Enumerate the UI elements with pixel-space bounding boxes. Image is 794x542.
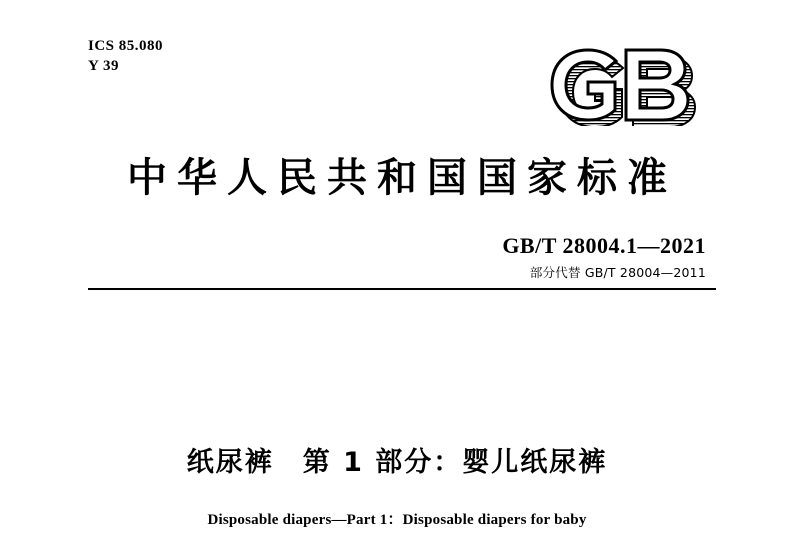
gb-emblem-icon [546, 44, 716, 126]
horizontal-divider [88, 288, 716, 290]
classification-code: Y 39 [88, 58, 120, 75]
subject-title-english: Disposable diapers—Part 1：Disposable diapers for baby [207, 512, 587, 528]
standard-number: GB/T 28004.1—2021 [502, 233, 706, 258]
subject-title-chinese: 纸尿裤 第 1 部分：婴儿纸尿裤 [186, 447, 608, 478]
ics-code: ICS 85.080 [88, 38, 164, 54]
national-standard-title: 中华人民共和国国家标准 [127, 155, 677, 201]
ics-code-block [88, 36, 163, 77]
standard-number-block [502, 232, 706, 280]
replaces-note: 部分代替 GB/T 28004—2011 [529, 264, 706, 280]
